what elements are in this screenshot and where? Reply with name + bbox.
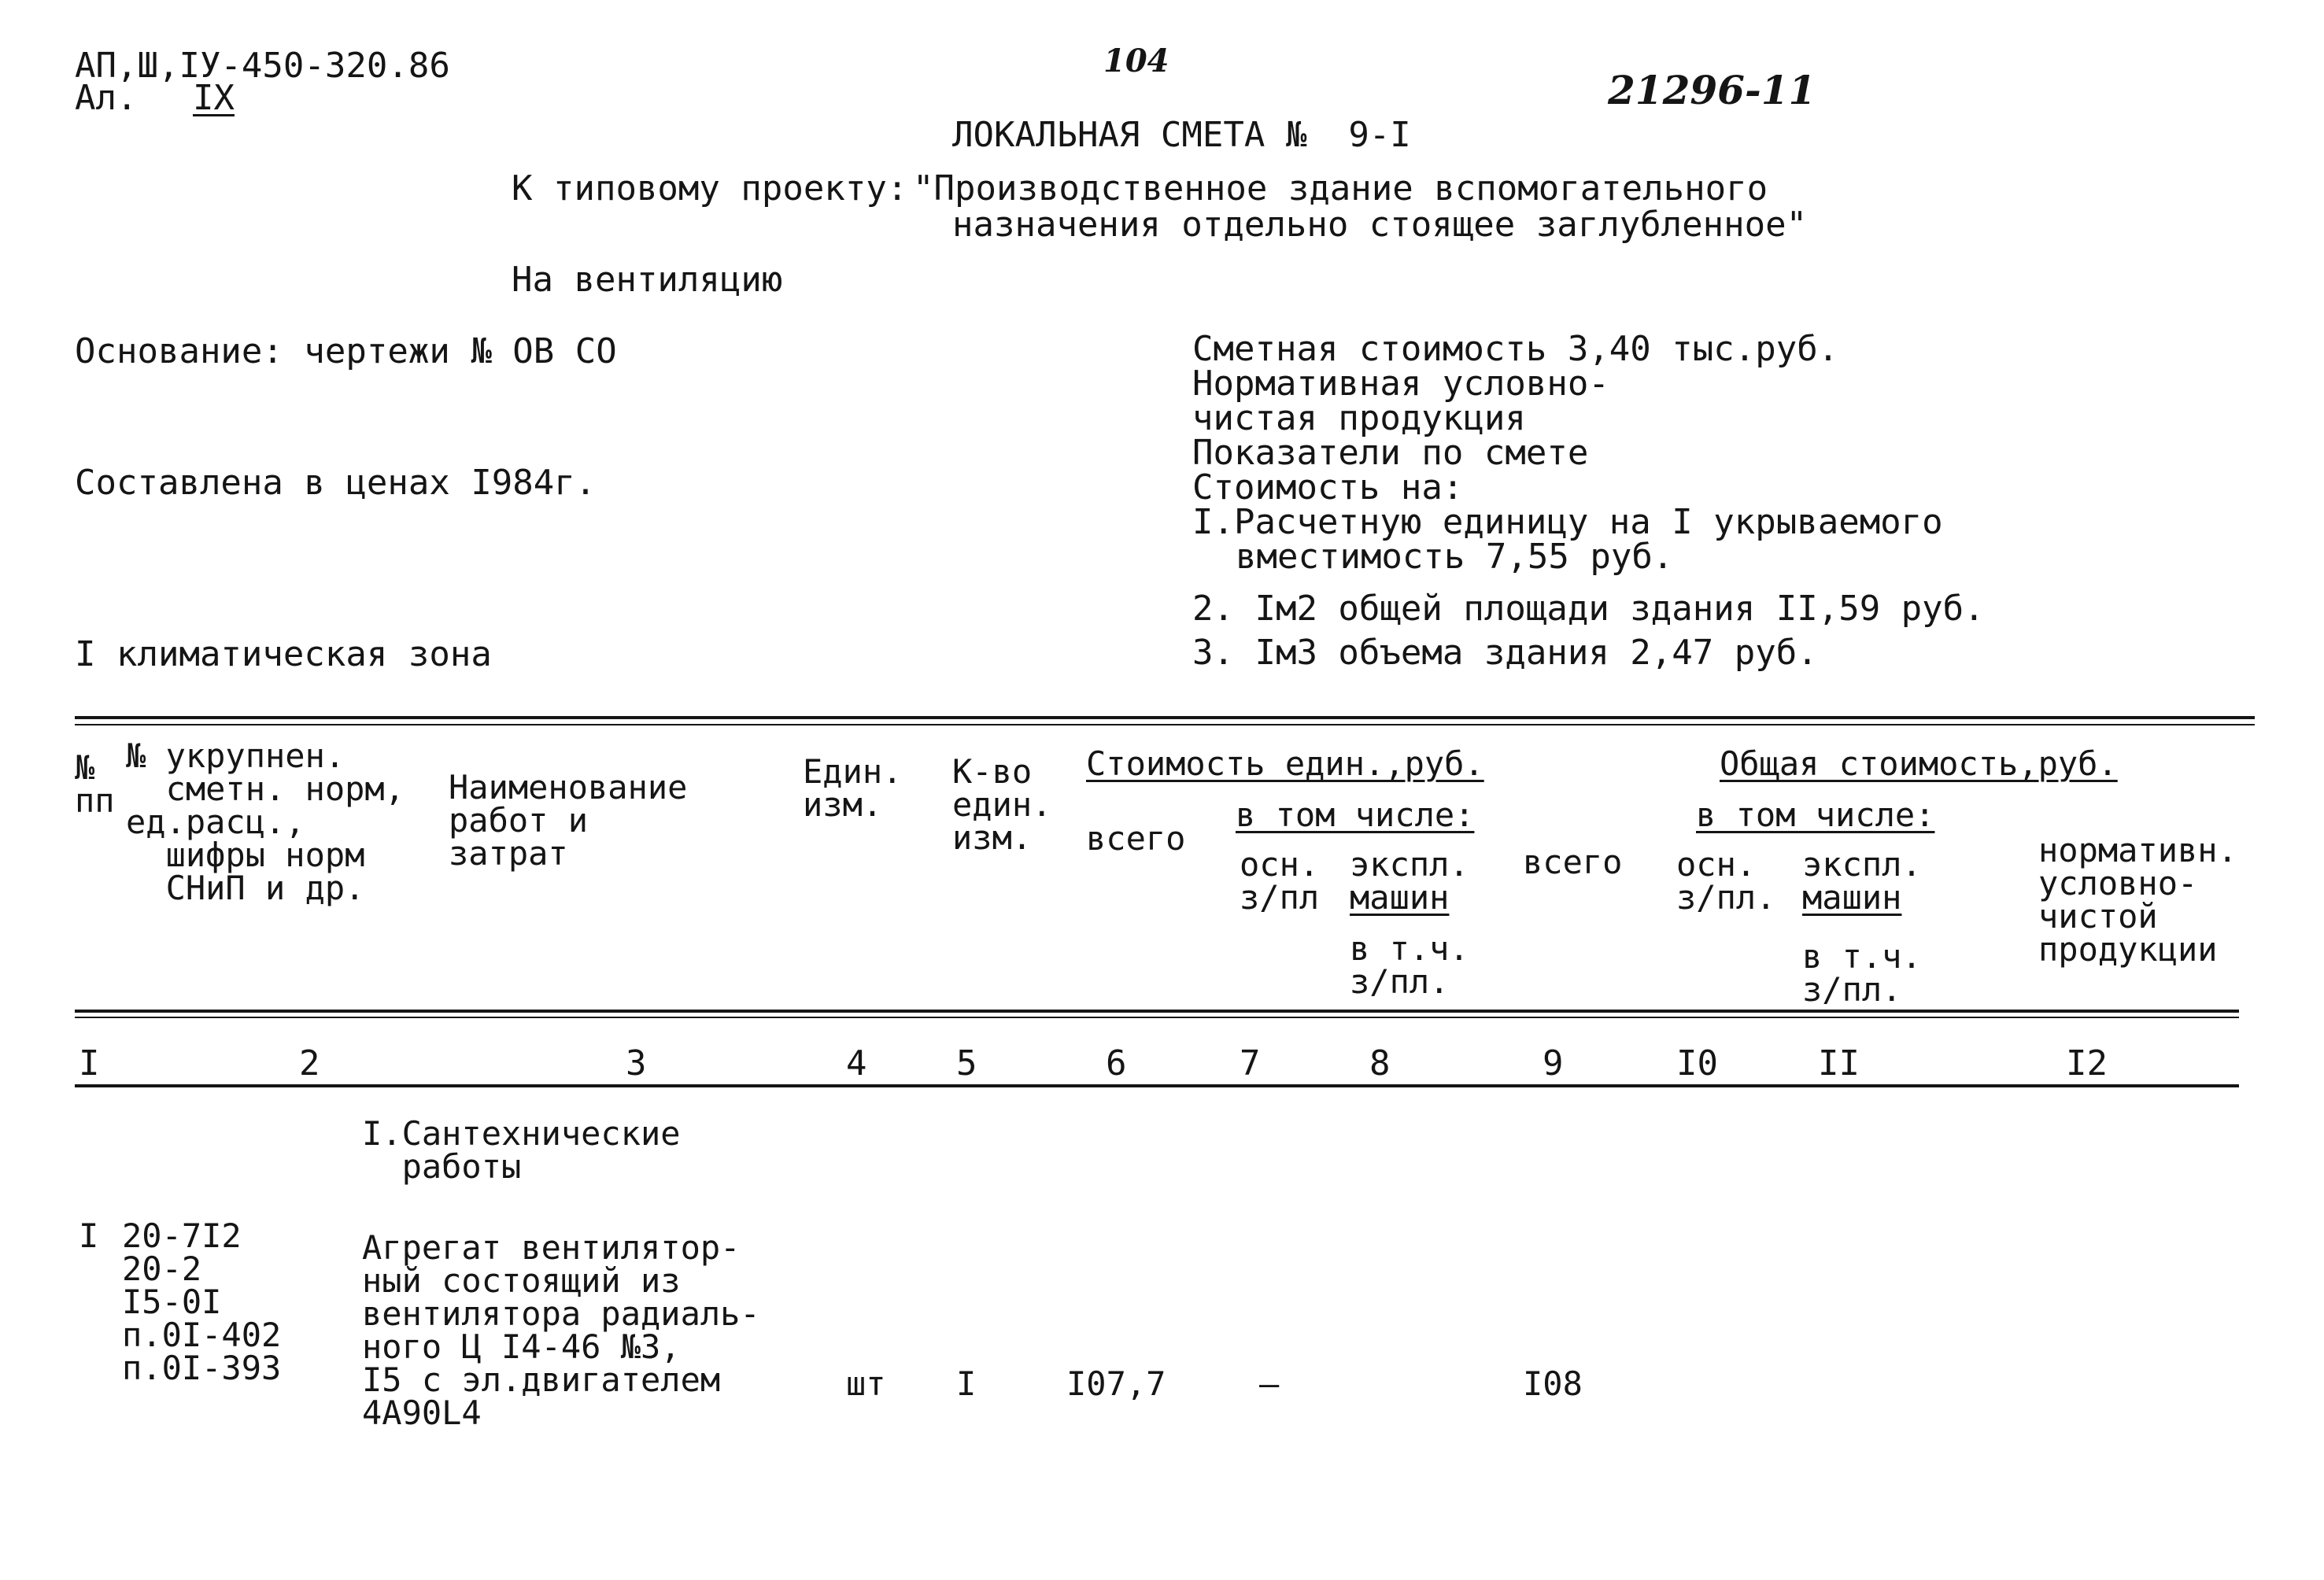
row-1-codes: 20-7I2 20-2 I5-0I п.0I-402 п.0I-393 [122,1216,282,1387]
section-title: I.Сантехнические работы [362,1114,681,1186]
column-number-6: 6 [1106,1043,1127,1083]
column-number-2: 2 [299,1043,320,1083]
header-col-8-top: экспл. [1350,845,1469,884]
header-col-11-mid: машин [1802,878,1902,917]
header-col-11-top: экспл. [1802,845,1922,884]
project-name-line1: "Производственное здание вспомогательного [913,168,1768,209]
summary-item-2: 2. Iм2 общей площади здания II,59 руб. [1192,589,1985,629]
header-col-3: Наименование работ и затрат [449,768,688,873]
summary-indicators: Показатели по смете [1192,433,1589,473]
header-bottom-rule-2 [75,1017,2239,1018]
header-col-1: № пп [75,748,115,820]
row-1-unit-total: I07,7 [1066,1364,1166,1403]
summary-item-1: I.Расчетную единицу на I укрываемого [1192,502,1943,542]
table-top-rule-2 [75,724,2255,725]
table-top-rule [75,716,2255,719]
column-number-10: I0 [1676,1043,1718,1083]
header-col-8-bot: в т.ч. з/пл. [1350,929,1469,1001]
project-prefix: К типовому проекту: [512,168,908,209]
summary-item-1-value: вместимость 7,55 руб. [1236,537,1674,577]
header-col-11-bot: в т.ч. з/пл. [1802,937,1922,1009]
header-col-8-mid: машин [1350,878,1450,917]
header-col-4: Един. изм. [803,752,903,824]
column-number-4: 4 [846,1043,867,1083]
header-col-2: № укрупнен. сметн. норм, ед.расц., шифры норм СНиП и др. [126,736,405,907]
header-total-incl: в том числе: [1696,796,1935,834]
column-number-12: I2 [2066,1043,2108,1083]
price-level: Составлена в ценах I984г. [75,463,597,503]
header-unit-incl: в том числе: [1236,796,1475,834]
summary-norm-product-1: Нормативная условно- [1192,364,1609,404]
column-numbers-rule [75,1084,2239,1087]
column-number-5: 5 [956,1043,977,1083]
page-title: ЛОКАЛЬНАЯ СМЕТА № 9-I [952,115,1411,155]
column-number-3: 3 [626,1043,647,1083]
header-col-5: К-во един. изм. [952,752,1052,857]
summary-cost-per: Стоимость на: [1192,467,1464,508]
row-1-unit-wage: – [1259,1364,1280,1403]
album-number: IX [193,78,235,118]
header-col-12: нормативн. условно- чистой продукции [2038,831,2237,969]
header-unit-cost-group: Стоимость един.,руб. [1086,744,1484,783]
subject: На вентиляцию [512,260,783,300]
row-1-unit: шт [846,1364,886,1403]
summary-estimated-cost: Сметная стоимость 3,40 тыс.руб. [1192,329,1839,369]
header-col-6: всего [1086,819,1186,858]
row-1-number: I [79,1216,99,1255]
project-name-line2: назначения отдельно стоящее заглубленное" [952,205,1808,245]
header-col-9: всего [1523,843,1623,881]
row-1-total: I08 [1523,1364,1583,1403]
archive-number: 21296-11 [1608,67,1816,113]
column-number-11: II [1818,1043,1860,1083]
header-col-7: осн. з/пл [1240,845,1320,917]
column-number-9: 9 [1543,1043,1564,1083]
page-number: 104 [1103,42,1169,79]
document-code: АП,Ш,IУ-450-320.86 [75,46,450,86]
column-number-8: 8 [1369,1043,1391,1083]
header-bottom-rule [75,1010,2239,1013]
header-col-10: осн. з/пл. [1676,845,1776,917]
summary-item-3: 3. Iм3 объема здания 2,47 руб. [1192,633,1818,673]
basis: Основание: чертежи № ОВ СО [75,331,617,371]
summary-norm-product-2: чистая продукция [1192,398,1526,438]
header-total-cost-group: Общая стоимость,руб. [1720,744,2118,783]
climate-zone: I климатическая зона [75,634,492,674]
album-label: Ал. [75,78,138,118]
column-number-7: 7 [1240,1043,1261,1083]
row-1-name: Агрегат вентилятор- ный состоящий из вентилятора радиаль- ного Ц I4-46 №3, I5 с эл.двигателем 4А90L4 [362,1228,760,1432]
column-number-1: I [79,1043,100,1083]
row-1-quantity: I [956,1364,977,1403]
